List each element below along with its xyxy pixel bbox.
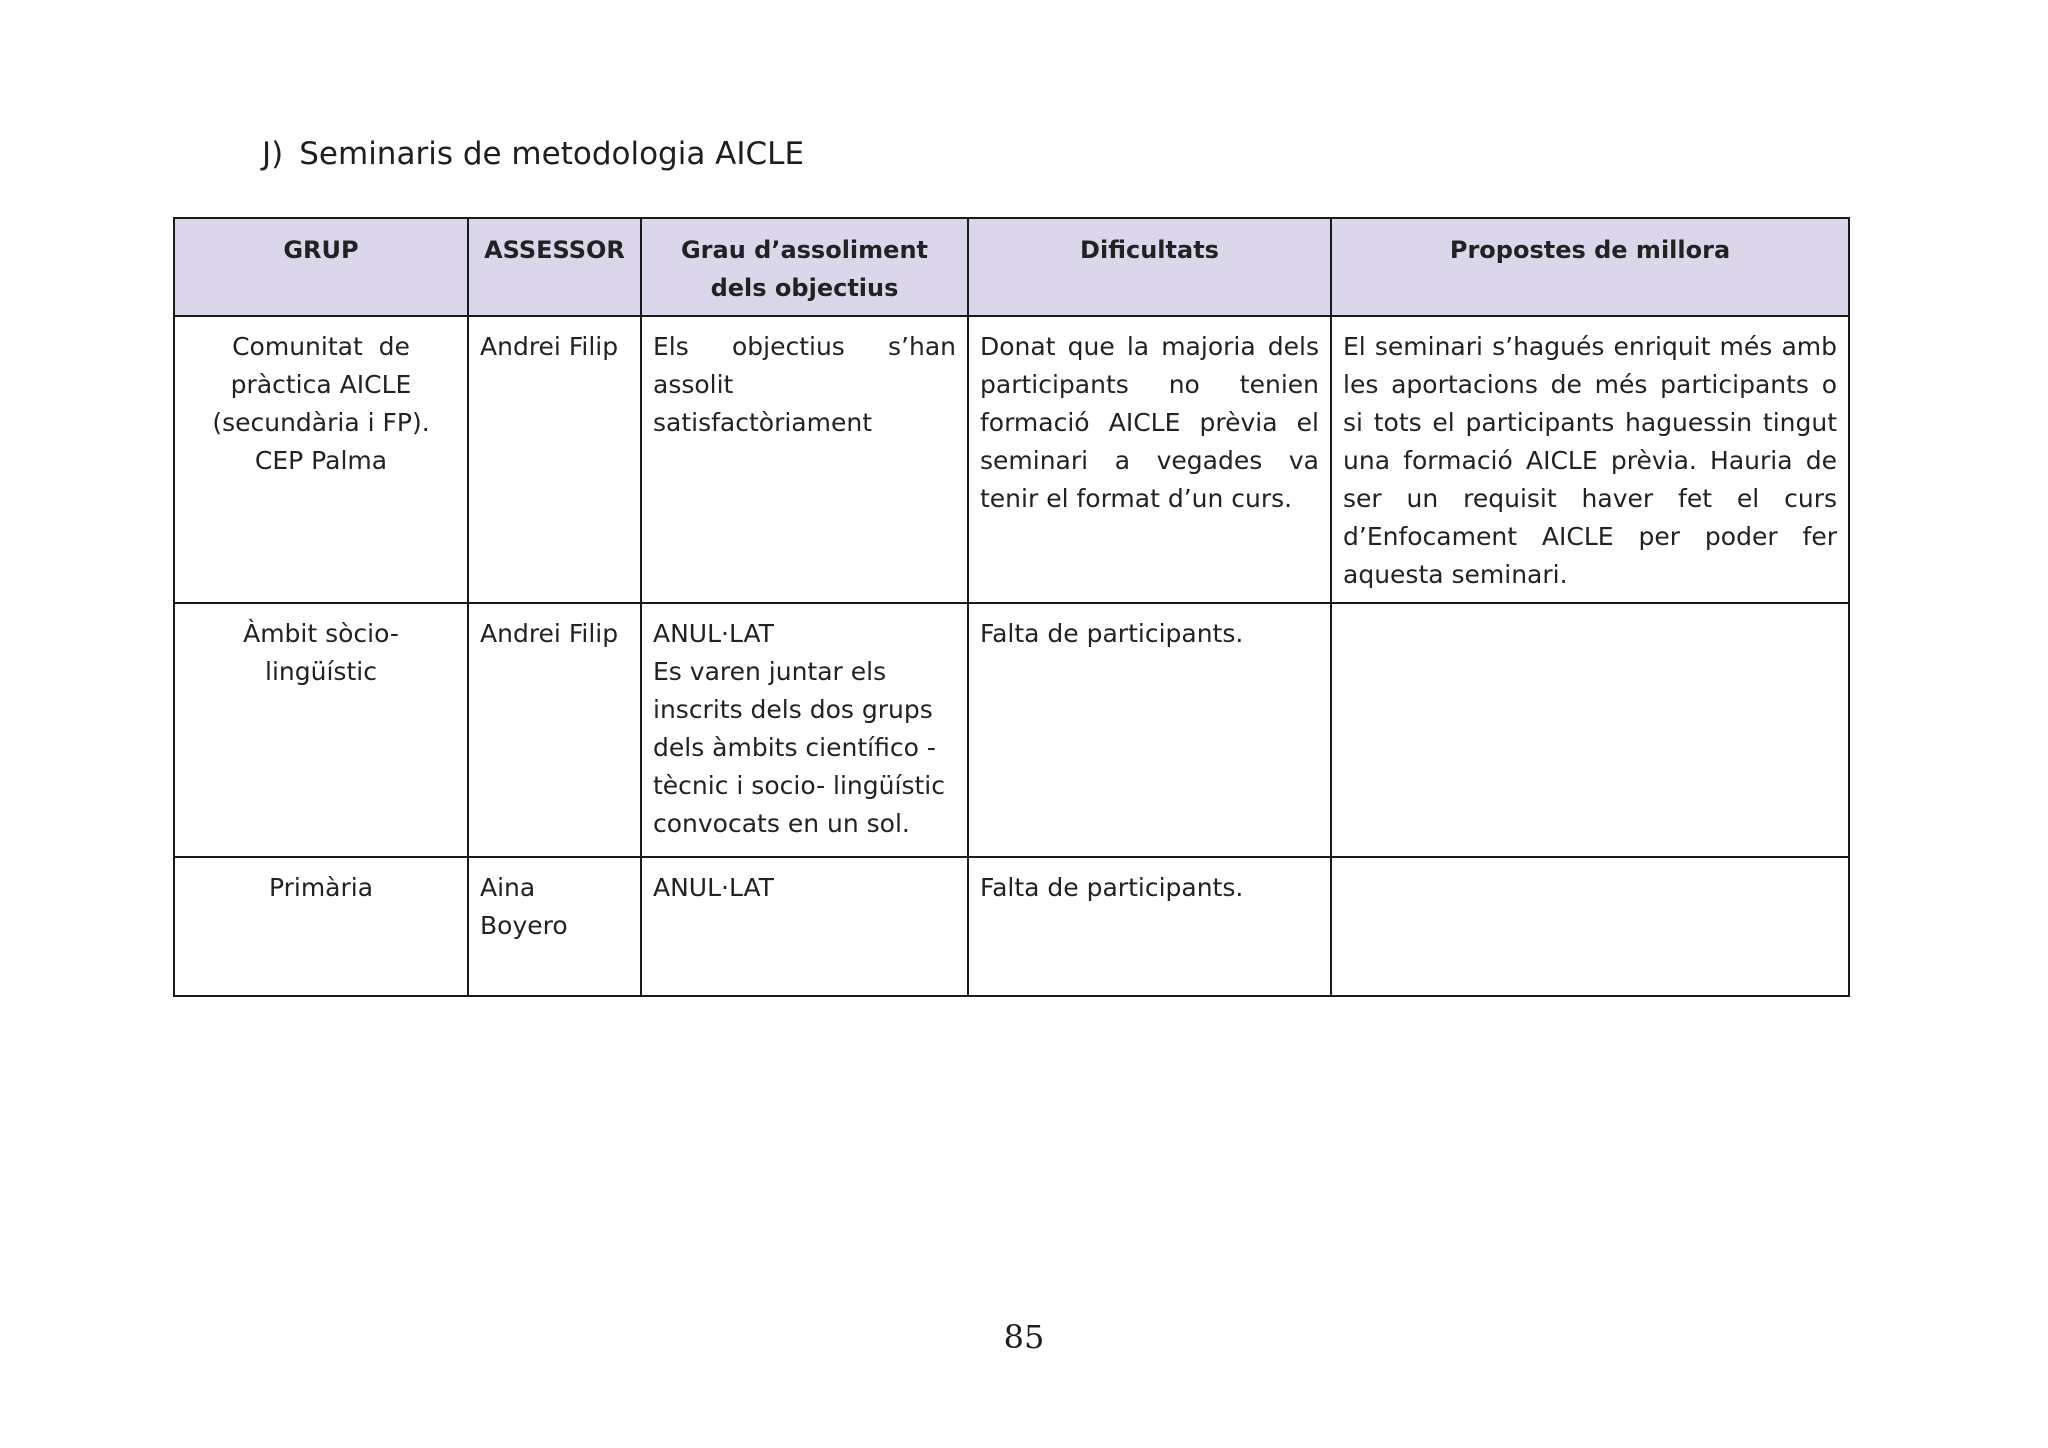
cell-grup	[174, 857, 468, 996]
cell-grup	[174, 603, 468, 857]
table-row	[174, 316, 1849, 603]
header-grup: GRUP	[174, 218, 468, 316]
cell-grup-line: (secundària i FP).	[212, 408, 430, 437]
table-row	[174, 603, 1849, 857]
cell-assessor: Aina Boyero	[468, 857, 641, 996]
cell-dificultats: Falta de participants.	[968, 857, 1331, 996]
cell-dificultats: Falta de participants.	[968, 603, 1331, 857]
section-marker: J)	[262, 136, 284, 172]
cell-grup-line: lingüístic	[265, 657, 377, 686]
cell-propostes	[1331, 857, 1849, 996]
cell-grup	[174, 316, 468, 603]
page-number: 85	[1003, 1318, 1045, 1356]
cell-grup-line: Primària	[268, 873, 374, 902]
table-row	[174, 857, 1849, 996]
cell-grau-line: Els objectius s’han assolit satisfactòriament	[653, 332, 956, 437]
header-assessor: ASSESSOR	[468, 218, 641, 316]
cell-grau	[641, 316, 968, 603]
cell-grup-line: Àmbit sòcio-	[243, 619, 399, 648]
cell-dificultats: Donat que la majoria dels participants no tenien formació AICLE prèvia el seminari a vegades va tenir el format d’un curs.	[968, 316, 1331, 603]
header-propostes-millora: Propostes de millora	[1331, 218, 1849, 316]
section-title: Seminaris de metodologia AICLE	[299, 136, 805, 172]
section-heading	[262, 136, 804, 172]
cell-grup-line: CEP Palma	[254, 446, 388, 475]
cell-grup-line: Comunitat de	[232, 332, 410, 361]
cell-propostes: El seminari s’hagués enriquit més amb les aportacions de més participants o si tots el participants haguessin tingut una formació AICLE prèvia. Hauria de ser un requisit haver fet el curs d’Enfocament AICLE per poder fer aquesta seminari.	[1331, 316, 1849, 603]
header-grau-assoliment: Grau d’assoliment dels objectius	[641, 218, 968, 316]
cell-grau	[641, 857, 968, 996]
cell-assessor: Andrei Filip	[468, 603, 641, 857]
seminars-table	[173, 217, 1850, 997]
table-header-row	[174, 218, 1849, 316]
cell-assessor: Andrei Filip	[468, 316, 641, 603]
cell-propostes	[1331, 603, 1849, 857]
cell-grau-status: ANUL·LAT	[653, 619, 774, 648]
cell-grup-line: pràctica AICLE	[230, 370, 412, 399]
cell-grau-note: Es varen juntar els inscrits dels dos grups dels àmbits científico - tècnic i socio- lingüístic convocats en un sol.	[653, 657, 945, 838]
cell-grau	[641, 603, 968, 857]
cell-grau-status: ANUL·LAT	[653, 873, 774, 902]
header-dificultats: Dificultats	[968, 218, 1331, 316]
